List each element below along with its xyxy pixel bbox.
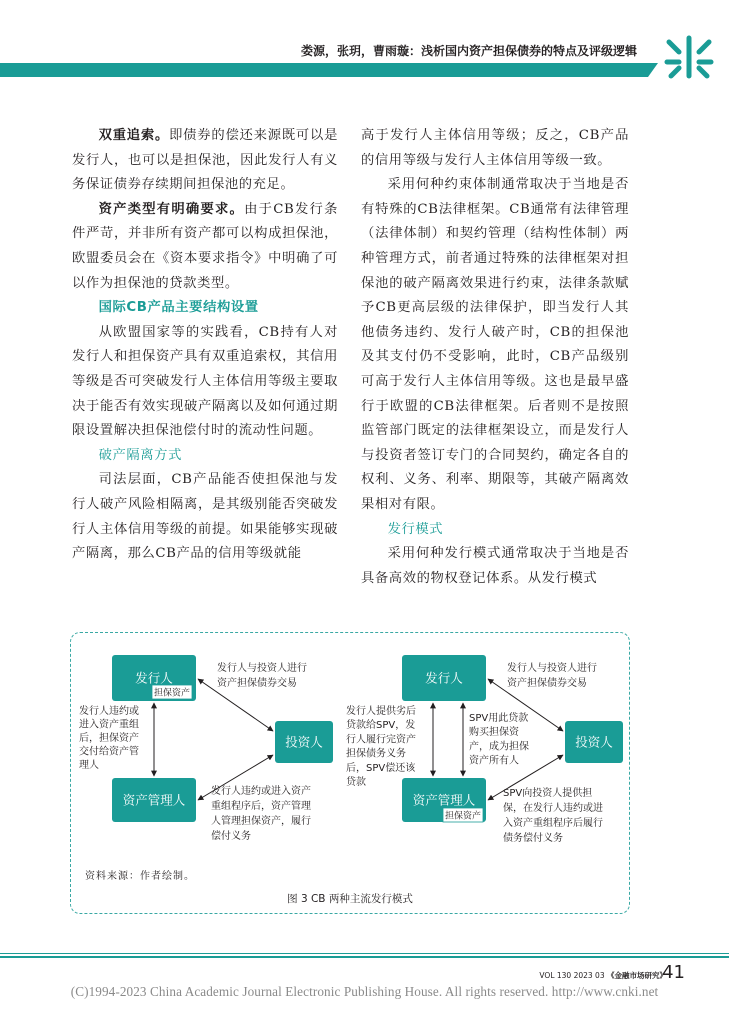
left-pledge-tag-label: 担保资产: [153, 688, 191, 699]
left-note-top: 发行人与投资人进行资产担保债券交易: [217, 663, 307, 689]
copyright-notice: (C)1994-2023 China Academic Journal Electronic Publishing House. All rights reserved. http://www.cnki.net: [70, 984, 659, 999]
right-issuer-box-label: 发行人: [425, 670, 463, 686]
paragraph-lead: 双重追索。: [98, 128, 170, 143]
paragraph: 双重追索。即债券的偿还来源既可以是发行人，也可以是担保池，因此发行人有义务保证债券存续期间担保池的充足。: [72, 128, 339, 193]
section-subheading: 破产隔离方式: [98, 447, 182, 463]
paragraph: 从欧盟国家等的实践看，CB持有人对发行人和担保资产具有双重追索权，其信用等级是否可突破发行人主体信用等级主要取决于能否有效实现破产隔离以及如何通过期限设置解决担保池偿付时的流动性问题。: [72, 324, 338, 439]
right-pledge-tag-label: 担保资产: [444, 811, 482, 822]
right-note-bottom: SPV向投资人提供担保，在发行人违约或进入资产重组程序后履行债务偿付义务: [503, 788, 603, 844]
figure-caption: 图 3 CB 两种主流发行模式: [287, 893, 413, 905]
left-note-bottom: 发行人违约或进入资产重组程序后，资产管理人管理担保资产，履行偿付义务: [211, 786, 311, 842]
journal-name: 《金融市场研究》: [607, 971, 667, 980]
right-investor-box-label: 投资人: [575, 734, 613, 750]
paragraph: 采用何种约束体制通常取决于当地是否有特殊的CB法律框架。CB通常有法律管理（法律体制）和契约管理（结构性体制）两种管理方式，前者通过特殊的法律框架对担保池的破产隔离效果进行约束，法律条款赋予CB更高层级的法律保护，即当发行人其他债务违约、发行人破产时，CB的担保池及其支付仍不受影响，此时，CB产品级别可高于发行人主体信用等级。这也是最早盛行于欧盟的CB法律框架。后者则不是按照监管部门既定的法律框架设立，而是发行人与投资者签订专门的合同契约，确定各自的权利、义务、利率、期限等，其破产隔离效果相对有限。: [361, 177, 629, 512]
running-header-title: 娄源，张玥，曹雨璇：浅析国内资产担保债券的特点及评级逻辑: [300, 44, 637, 58]
paragraph-lead: 资产类型有明确要求。: [98, 201, 245, 217]
page-number: 41: [662, 962, 685, 983]
header-bar: [0, 63, 648, 77]
right-note-middle: SPV用此贷款购买担保资产，成为担保资产所有人: [469, 713, 529, 767]
left-issuer-box-label: 发行人: [135, 670, 173, 686]
section-subheading: 发行模式: [387, 521, 444, 537]
footer-rule: [0, 956, 729, 958]
right-note-top: 发行人与投资人进行资产担保债券交易: [507, 663, 597, 689]
left-asset-manager-box-label: 资产管理人: [122, 792, 186, 808]
section-heading: 国际CB产品主要结构设置: [98, 300, 259, 316]
left-investor-box-label: 投资人: [285, 734, 323, 750]
journal-issue: VOL 130 2023 03: [539, 971, 605, 980]
paragraph: 资产类型有明确要求。由于CB发行条件严苛，并非所有资产都可以构成担保池，欧盟委员会在《资本要求指令》中明确了可以作为担保池的贷款类型。: [72, 201, 338, 291]
journal-logo-icon: [663, 34, 715, 80]
paragraph: 采用何种发行模式通常取决于当地是否具备高效的物权登记体系。从发行模式: [361, 546, 629, 586]
footer-journal: [539, 970, 667, 981]
right-column: [361, 124, 629, 591]
right-note-left: 发行人提供劣后贷款给SPV，发行人履行完资产担保债务义务后，SPV偿还该贷款: [346, 706, 416, 788]
left-column: [72, 124, 338, 567]
figure-source: 资料来源：作者绘制。: [85, 871, 195, 882]
left-note-left: 发行人违约或进入资产重组后，担保资产交付给资产管理人: [79, 706, 139, 771]
right-asset-manager-box-label: 资产管理人: [412, 792, 476, 808]
issuance-mode-diagram: [71, 633, 631, 873]
figure-3: [70, 632, 630, 914]
paragraph: 高于发行人主体信用等级；反之，CB产品的信用等级与发行人主体信用等级一致。: [361, 128, 629, 168]
paragraph: 司法层面，CB产品能否使担保池与发行人破产风险相隔离，是其级别能否突破发行人主体信用等级的前提。如果能够实现破产隔离，那么CB产品的信用等级就能: [72, 472, 338, 562]
